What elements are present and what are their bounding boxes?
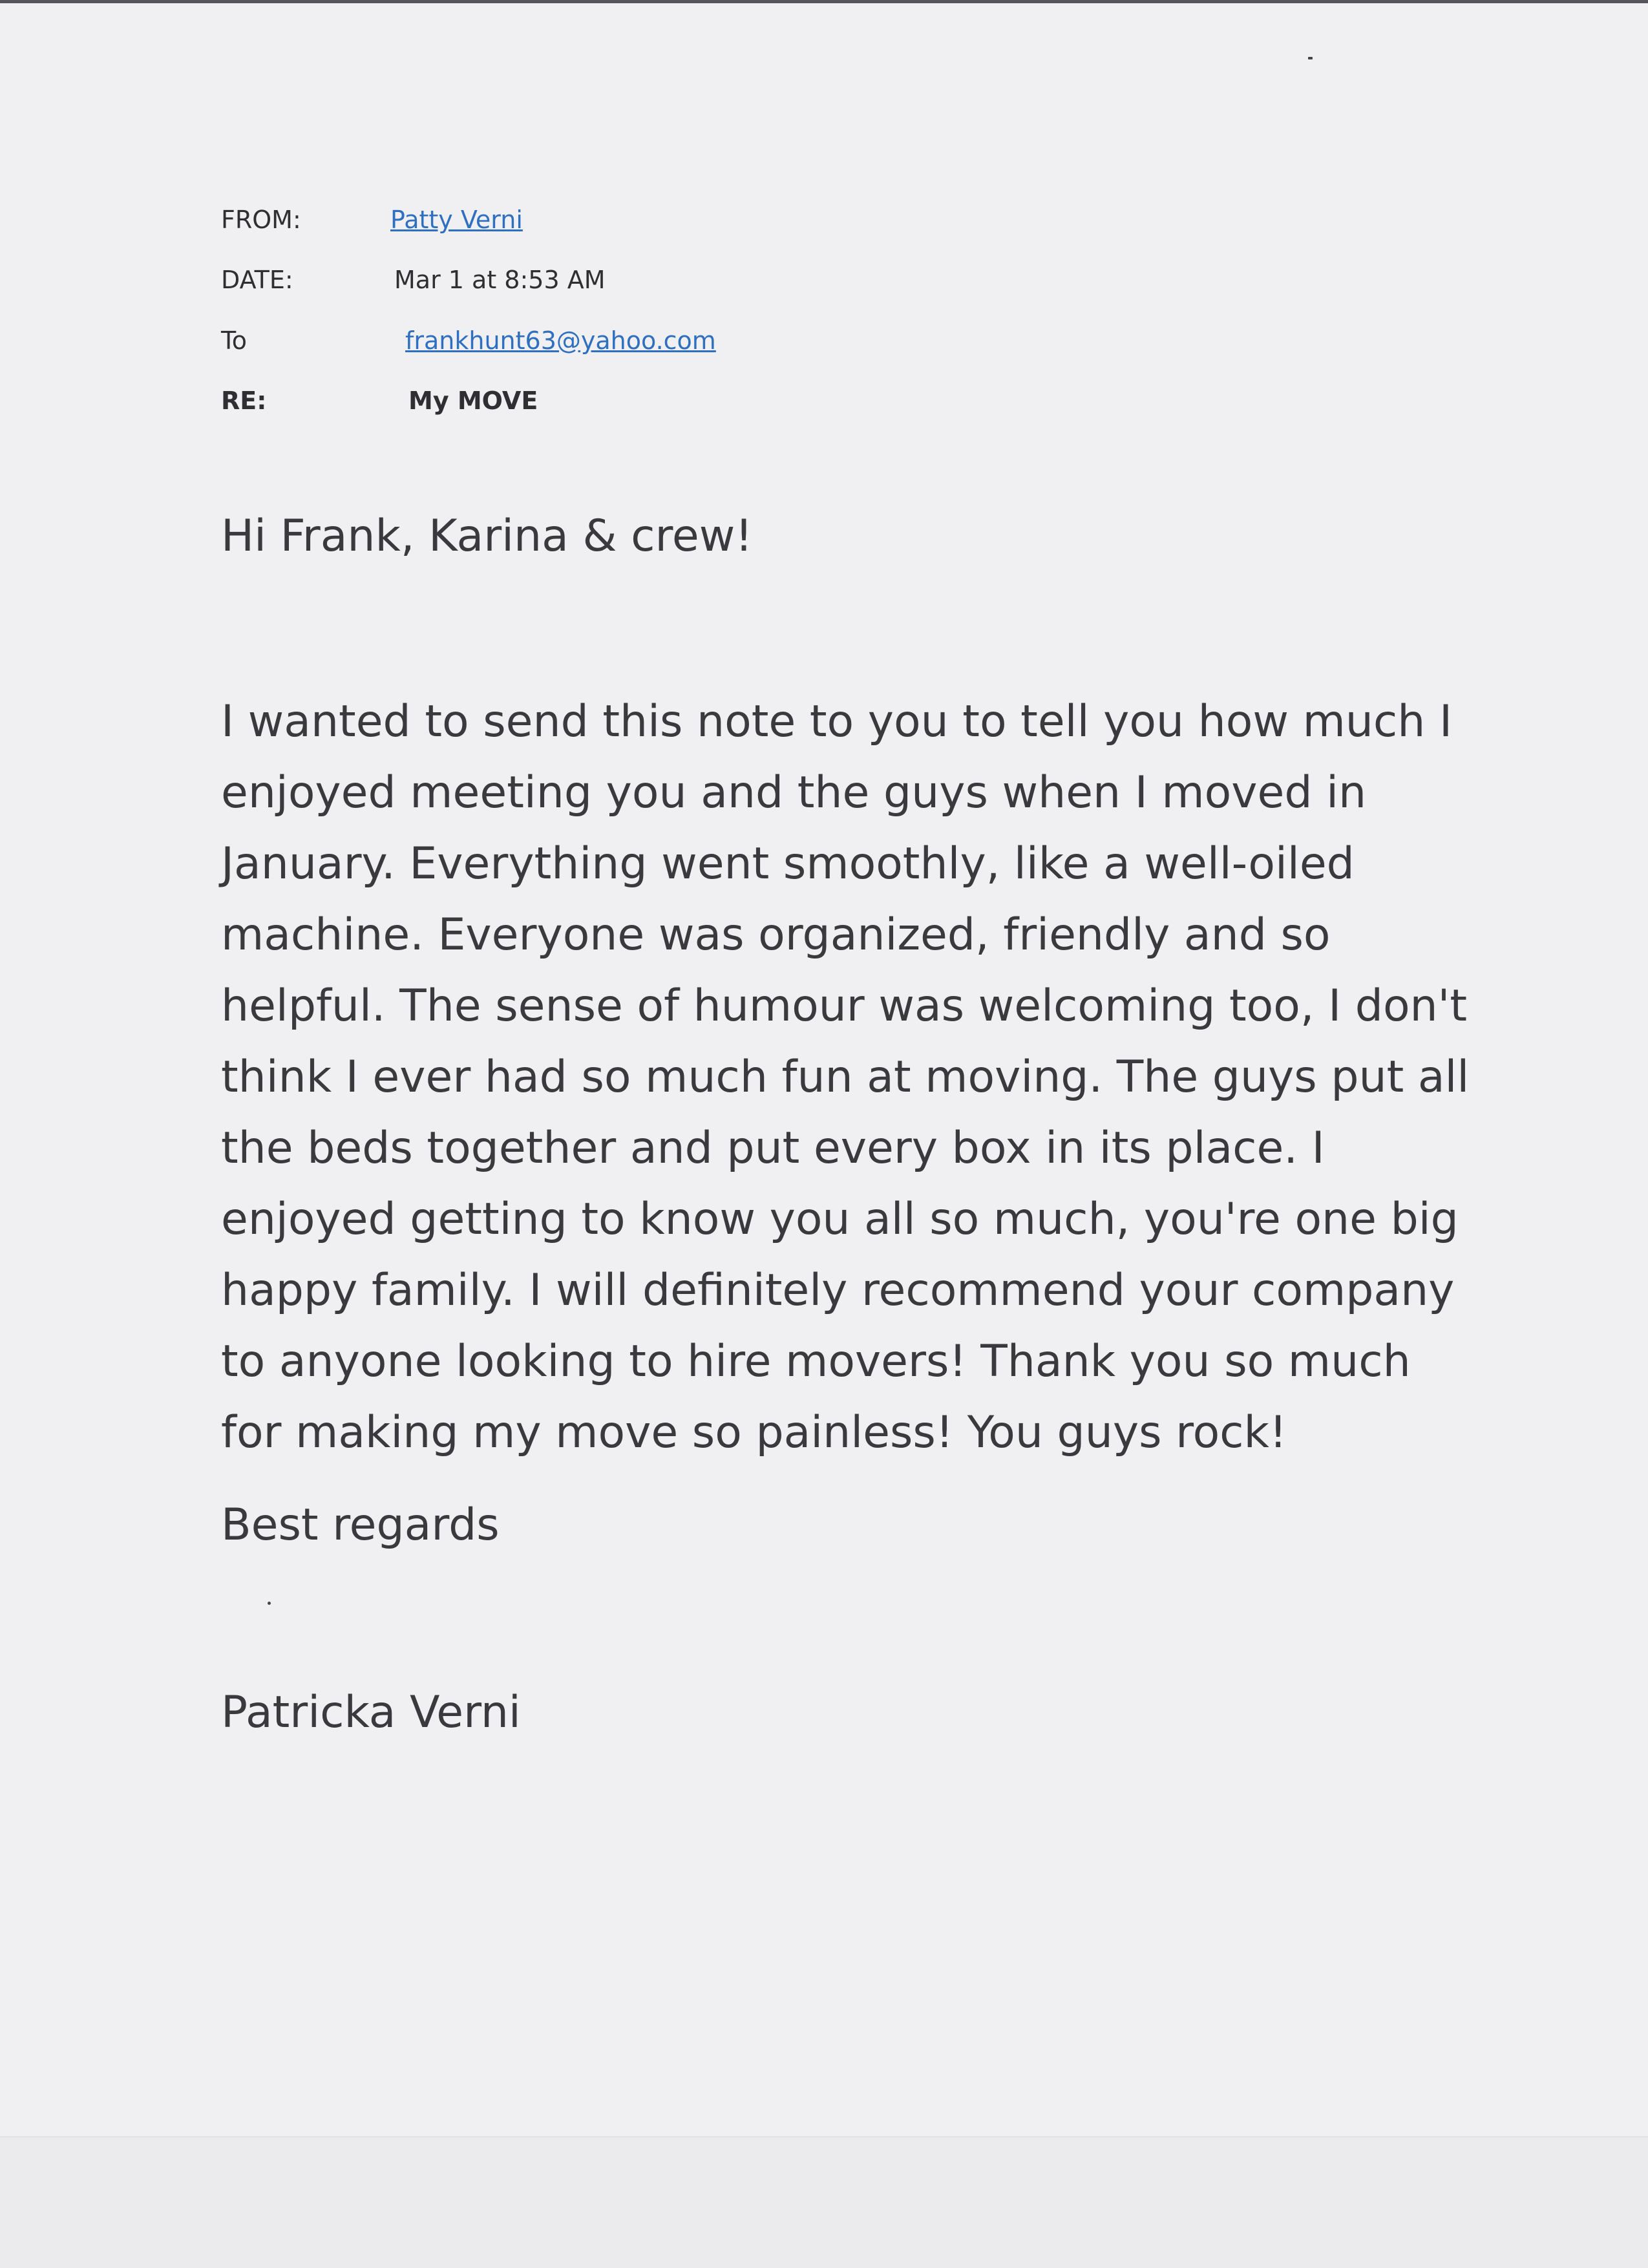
scan-top-edge — [0, 0, 1648, 3]
body-line: enjoyed getting to know you all so much, you're one big — [221, 1194, 1459, 1245]
body-line: the beds together and put every box in its place. I — [221, 1123, 1325, 1174]
date-value: Mar 1 at 8:53 AM — [394, 266, 606, 294]
body-line: helpful. The sense of humour was welcoming too, I don't — [221, 980, 1468, 1032]
signature: Patricka Verni — [221, 1687, 521, 1738]
body-line: for making my move so painless! You guys rock! — [221, 1407, 1287, 1458]
from-row — [221, 200, 997, 239]
body-line: happy family. I will definitely recommend your company — [221, 1265, 1455, 1316]
subject-value: My MOVE — [408, 387, 538, 415]
date-row — [221, 260, 997, 299]
letter-body — [221, 686, 1514, 1468]
body-line: machine. Everyone was organized, friendly and so — [221, 909, 1331, 960]
re-label: RE: — [221, 387, 267, 415]
body-line: I wanted to send this note to you to tell you how much I — [221, 696, 1453, 747]
date-label: DATE: — [221, 266, 293, 294]
body-line: January. Everything went smoothly, like a well-oiled — [221, 838, 1355, 889]
body-line: enjoyed meeting you and the guys when I moved in — [221, 767, 1367, 818]
from-label: FROM: — [221, 206, 301, 234]
to-label: To — [221, 326, 248, 355]
scan-speck — [1308, 57, 1313, 59]
re-row — [221, 381, 997, 420]
from-sender-link[interactable]: Patty Verni — [390, 206, 523, 234]
to-email-link[interactable]: frankhunt63@yahoo.com — [405, 326, 716, 355]
scan-bottom-area — [0, 2136, 1648, 2268]
scan-speck — [268, 1602, 271, 1605]
body-line: to anyone looking to hire movers! Thank you so much — [221, 1336, 1411, 1387]
greeting: Hi Frank, Karina & crew! — [221, 511, 753, 562]
to-row — [221, 321, 997, 360]
closing: Best regards — [221, 1500, 500, 1551]
body-line: think I ever had so much fun at moving. The guys put all — [221, 1052, 1470, 1103]
